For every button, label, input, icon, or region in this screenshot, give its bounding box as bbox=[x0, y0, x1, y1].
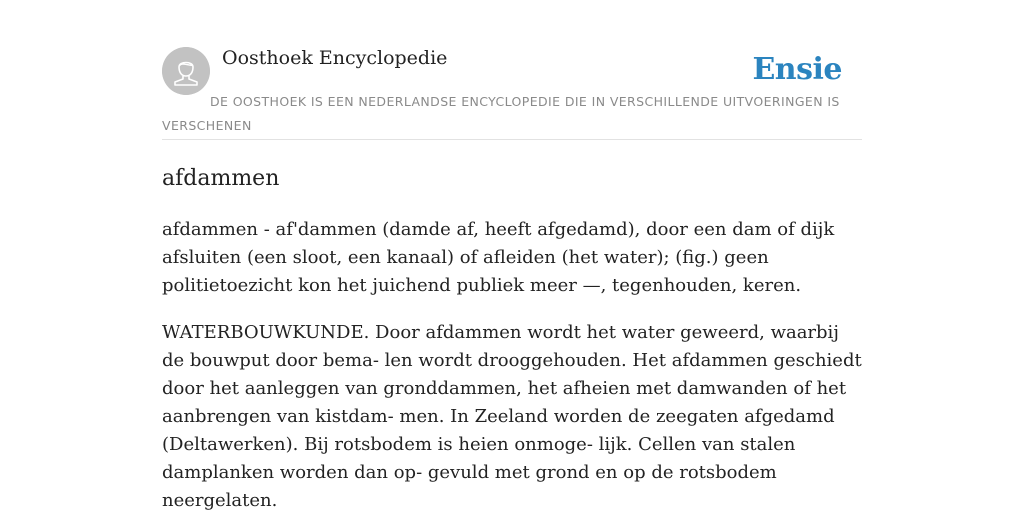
source-name[interactable]: Oosthoek Encyclopedie bbox=[222, 47, 448, 69]
article-title: afdammen bbox=[162, 166, 280, 191]
article-paragraph: afdammen - af'dammen (damde af, heeft afgedamd), door een dam of dijk afsluiten (een sloot, een kanaal) of afleiden (het water); (fig.) geen politietoezicht kon het juichend publiek meer —, tegenhouden, keren. bbox=[162, 219, 835, 296]
entry-header bbox=[162, 44, 862, 140]
entry-card bbox=[162, 44, 862, 515]
article-paragraph: WATERBOUWKUNDE. Door afdammen wordt het water geweerd, waarbij de bouwput door bema- len wordt drooggehouden. Het afdammen geschiedt door het aanleggen van gronddammen, het afheien met damwanden of het aanbrengen van kistdam- men. In Zeeland worden de zeegaten afgedamd (Deltawerken). Bij rotsbodem is heien onmoge- lijk. Cellen van stalen damplanken worden dan op- gevuld met grond en op de rotsbodem neergelaten. bbox=[162, 322, 862, 511]
ensie-logo[interactable]: Ensie bbox=[752, 52, 842, 87]
source-description: DE OOSTHOEK IS EEN NEDERLANDSE ENCYCLOPEDIE DIE IN VERSCHILLENDE UITVOERINGEN IS VERSCHENEN bbox=[162, 94, 840, 133]
user-placeholder-icon bbox=[162, 47, 210, 95]
